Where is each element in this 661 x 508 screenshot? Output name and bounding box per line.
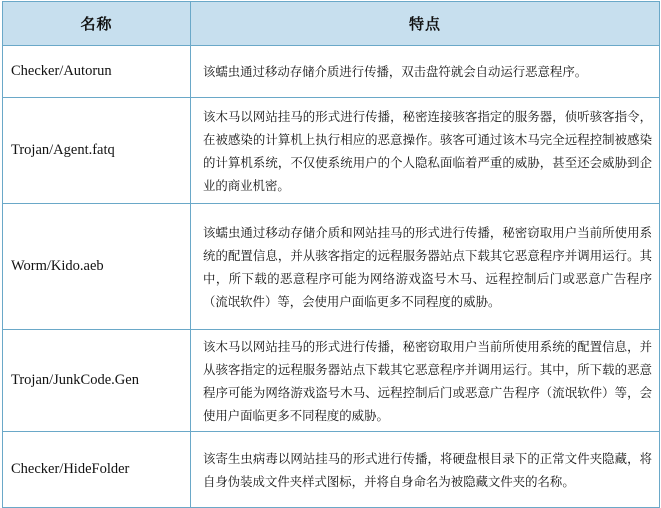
row-name-cell: Checker/Autorun [3,46,191,98]
table-row [3,204,660,330]
table-body [3,46,660,508]
row-name-cell: Trojan/Agent.fatq [3,98,191,204]
table-row [3,330,660,432]
header-name: 名称 [3,2,191,46]
table-header [3,2,660,46]
table-row [3,46,660,98]
row-feature-cell: 该木马以网站挂马的形式进行传播，秘密窃取用户当前所使用系统的配置信息，并从骇客指定的远程服务器站点下载其它恶意程序并调用运行。其中，所下载的恶意程序可能为网络游戏盗号木马、远程控制后门或恶意广告程序（流氓软件）等，会使用户面临更多不同程度的威胁。 [191,330,660,432]
row-feature-cell: 该木马以网站挂马的形式进行传播，秘密连接骇客指定的服务器，侦听骇客指令，在被感染的计算机上执行相应的恶意操作。骇客可通过该木马完全远程控制被感染的计算机系统，不仅使系统用户的个人隐私面临着严重的威胁，甚至还会威胁到企业的商业机密。 [191,98,660,204]
row-feature-cell: 该寄生虫病毒以网站挂马的形式进行传播，将硬盘根目录下的正常文件夹隐藏，将自身伪装成文件夹样式图标，并将自身命名为被隐藏文件夹的名称。 [191,432,660,508]
row-feature-cell: 该蠕虫通过移动存储介质和网站挂马的形式进行传播，秘密窃取用户当前所使用系统的配置信息，并从骇客指定的远程服务器站点下载其它恶意程序并调用运行。其中，所下载的恶意程序可能为网络游戏盗号木马、远程控制后门或恶意广告程序（流氓软件）等，会使用户面临更多不同程度的威胁。 [191,204,660,330]
row-feature-cell: 该蠕虫通过移动存储介质进行传播，双击盘符就会自动运行恶意程序。 [191,46,660,98]
row-name-cell: Trojan/JunkCode.Gen [3,330,191,432]
table-row [3,432,660,508]
header-row [3,2,660,46]
row-name-cell: Checker/HideFolder [3,432,191,508]
header-feature: 特点 [191,2,660,46]
row-name-cell: Worm/Kido.aeb [3,204,191,330]
virus-feature-table [2,1,660,508]
table-row [3,98,660,204]
